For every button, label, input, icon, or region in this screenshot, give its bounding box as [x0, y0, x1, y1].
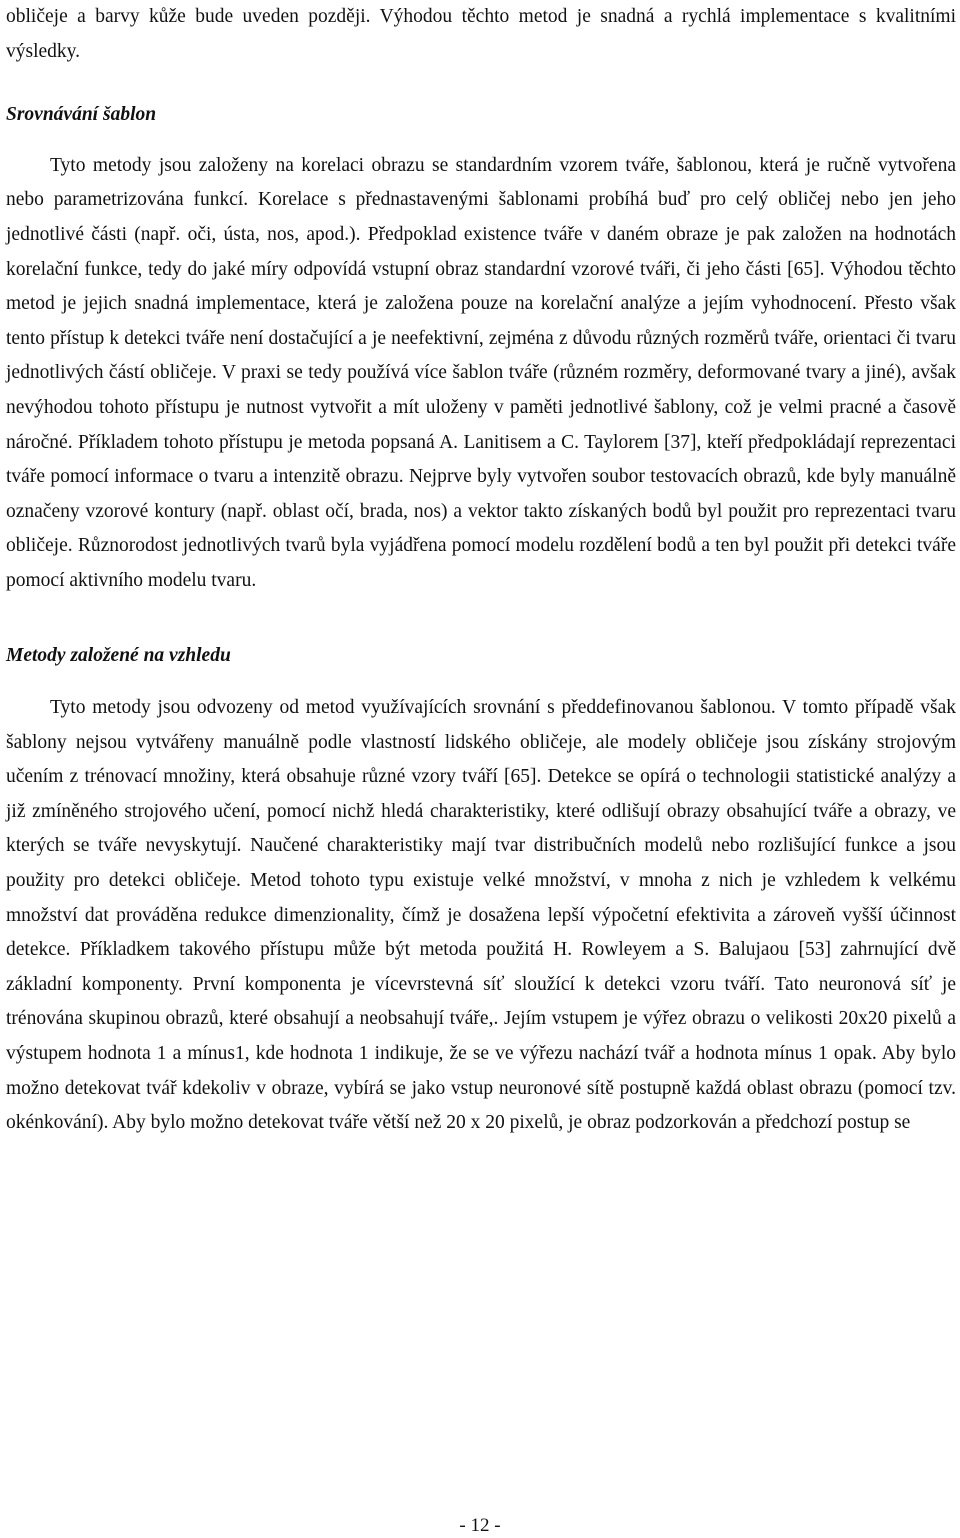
document-page — [6, 0, 956, 1141]
intro-paragraph: obličeje a barvy kůže bude uveden později. Výhodou těchto metod je snadná a rychlá implementace s kvalitními výsledky. — [6, 6, 956, 62]
page-number: - 12 - — [459, 1515, 501, 1536]
section-heading-template-matching: Srovnávání šablon — [6, 104, 157, 126]
section-heading-appearance-based: Metody založené na vzhledu — [6, 644, 231, 666]
appearance-based-paragraph: Tyto metody jsou odvozeny od metod využívajících srovnání s předdefinovanou šablonou. V tomto případě však šablony nejsou vytvářeny manuálně podle vlastností lidského obličeje, ale modely obličeje jsou získány strojovým učením z trénovací množiny, která obsahuje různé vzory tváří [65]. Detekce se opírá o technologii statistické analýzy a již zmíněného strojového učení, pomocí nichž hledá charakteristiky, které odlišují obrazy obsahující tváře a obrazy, ve kterých se tváře nevyskytují. Naučené charakteristiky mají tvar distribučních modelů nebo rozlišující funkce a jsou použity pro detekci obličeje. Metod tohoto typu existuje velké množství, v mnoha z nich je vzhledem k velkému množství dat prováděna redukce dimenzionality, čímž je dosažena lepší výpočetní efektivita a zároveň vyšší účinnost detekce. Příkladkem takového přístupu může být metoda použitá H. Rowleyem a S. Balujaou [53] zahrnující dvě základní komponenty. První komponenta je vícevrstevná síť sloužící k detekci vzoru tváří. Tato neuronová síť je trénována skupinou obrazů, které obsahují a neobsahují tváře,. Jejím vstupem je výřez obrazu o velikosti 20x20 pixelů a výstupem hodnota 1 a mínus1, kde hodnota 1 indikuje, že se ve výřezu nachází tvář a hodnota mínus 1 opak. Aby bylo možno detekovat tvář kdekoliv v obraze, vybírá se jako vstup neuronové sítě postupně každá oblast obrazu (pomocí tzv. okénkování). Aby bylo možno detekovat tváře větší než 20 x 20 pixelů, je obraz podzorkován a předchozí postup se — [6, 697, 956, 1134]
template-matching-paragraph: Tyto metody jsou založeny na korelaci obrazu se standardním vzorem tváře, šablonou, která je ručně vytvořena nebo parametrizována funkcí. Korelace s přednastavenými šablonami probíhá buď pro celý obličej nebo jen jeho jednotlivé části (např. oči, ústa, nos, apod.). Předpoklad existence tváře v daném obraze je pak založen na hodnotách korelační funkce, tedy do jaké míry odpovídá vstupní obraz standardní vzorové tváři, či jeho části [65]. Výhodou těchto metod je jejich snadná implementace, která je založena pouze na korelační analýze a jejím vyhodnocení. Přesto však tento přístup k detekci tváře není dostačující a je neefektivní, zejména z důvodu různých rozměrů tváře, orientaci či tvaru jednotlivých částí obličeje. V praxi se tedy používá více šablon tváře (různém rozměry, deformované tvary a jiné), avšak nevýhodou tohoto přístupu je nutnost vytvořit a mít uloženy v paměti jednotlivé šablony, což je velmi pracné a časově náročné. Příkladem tohoto přístupu je metoda popsaná A. Lanitisem a C. Taylorem [37], kteří předpokládají reprezentaci tváře pomocí informace o tvaru a intenzitě obrazu. Nejprve byly vytvořen soubor testovacích obrazů, kde byly manuálně označeny vzorové kontury (např. oblast očí, brada, nos) a vektor takto získaných bodů byl použit pro reprezentaci tvaru obličeje. Různorodost jednotlivých tvarů byla vyjádřena pomocí modelu rozdělení bodů a ten byl použit při detekci tváře pomocí aktivního modelu tvaru. — [6, 154, 956, 591]
